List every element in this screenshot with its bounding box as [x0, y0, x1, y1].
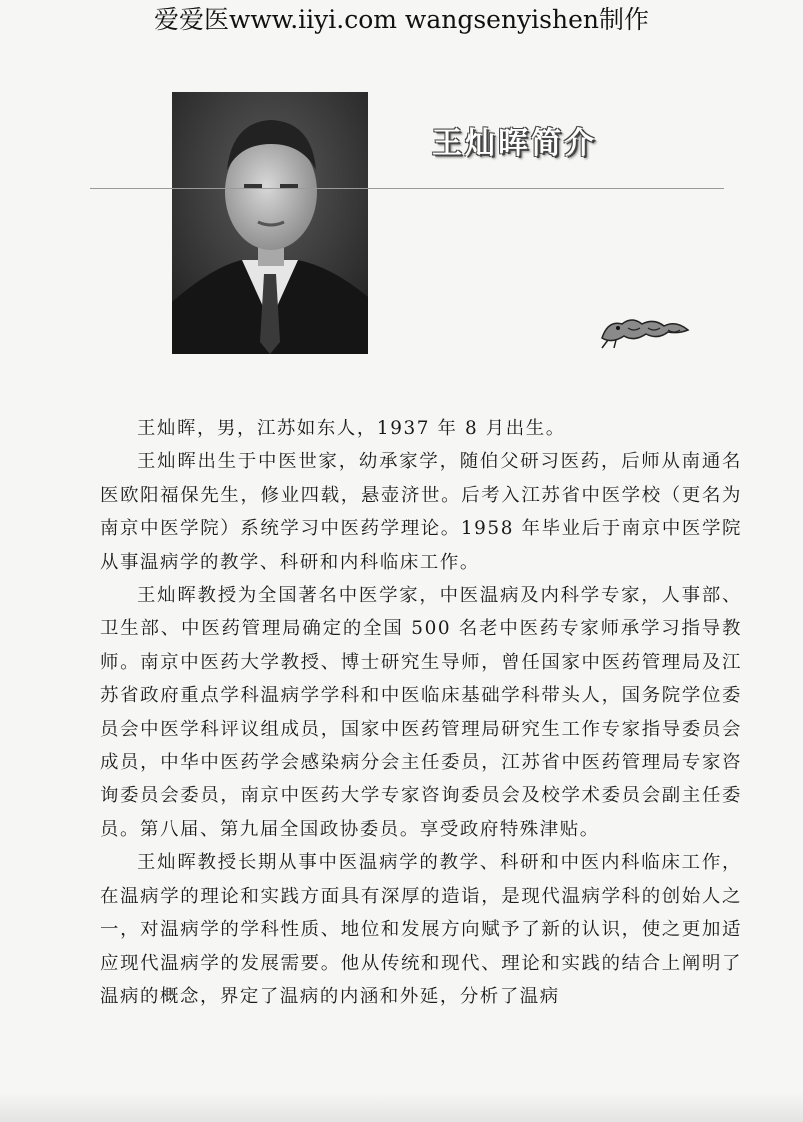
page-bottom-edge: [0, 1092, 803, 1122]
watermark-header: 爱爱医www.iiyi.com wangsenyishen制作: [153, 5, 650, 34]
dragon-ornament-icon: [598, 310, 692, 350]
paragraph-4: 王灿晖教授长期从事中医温病学的教学、科研和中医内科临床工作，在温病学的理论和实践方面具有深厚的造诣，是现代温病学科的创始人之一，对温病学的学科性质、地位和发展方向赋予了新的认识，使之更加适应现代温病学的发展需要。他从传统和现代、理论和实践的结合上阐明了温病的概念，界定了温病的内涵和外延，分析了温病: [100, 852, 742, 1007]
paragraph-3: 王灿晖教授为全国著名中医学家，中医温病及内科学专家，人事部、卫生部、中医药管理局确定的全国 500 名老中医药专家师承学习指导教师。南京中医药大学教授、博士研究生导师，曾任国家中医药管理局及江苏省政府重点学科温病学学科和中医临床基础学科带头人，国务院学位委员会中医学科评议组成员，国家中医药管理局研究生工作专家指导委员会成员，中华中医药学会感染病分会主任委员，江苏省中医药管理局专家咨询委员会委员，南京中医药大学专家咨询委员会及校学术委员会副主任委员。第八届、第九届全国政协委员。享受政府特殊津贴。: [100, 585, 742, 840]
title-divider: [90, 188, 724, 189]
portrait-photo: [172, 92, 368, 354]
biography-text: [100, 412, 742, 1013]
page-title: 王灿晖简介: [432, 126, 597, 161]
paragraph-2: 王灿晖出生于中医世家，幼承家学，随伯父研习医药，后师从南通名医欧阳福保先生，修业四载，悬壶济世。后考入江苏省中医学校（更名为南京中医学院）系统学习中医药学理论。1958 年毕业后于南京中医学院从事温病学的教学、科研和内科临床工作。: [100, 451, 742, 573]
paragraph-1: 王灿晖，男，江苏如东人，1937 年 8 月出生。: [137, 418, 566, 439]
